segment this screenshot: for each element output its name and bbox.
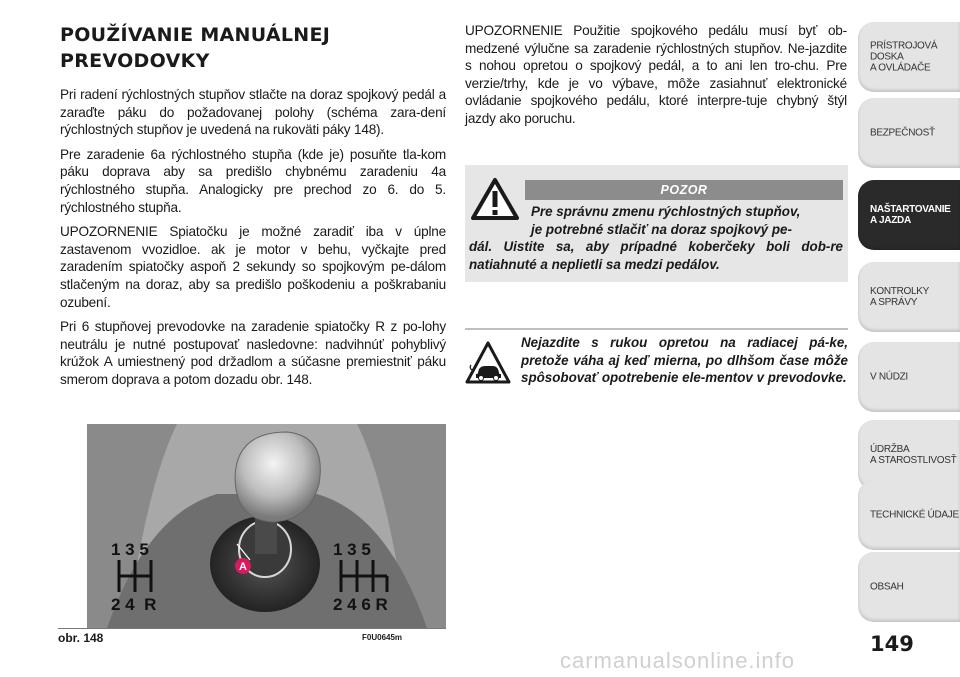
gear-lever-figure [87,424,446,628]
tab-obsah[interactable] [858,552,960,622]
right-pattern-bottom: 2 4 6 R [333,595,388,614]
eco-note-box [465,328,848,420]
tab-pristrojova-doska[interactable] [858,22,960,92]
figure-code: F0U0645m [362,633,403,642]
figure-baseline [58,628,446,629]
tab-label: KONTROLKY A SPRÁVY [870,286,929,308]
eco-note-text: Nejazdite s rukou opretou na radiacej pá-ke, pretože váha aj keď mierna, po dlhšom čase môže spôsobovať opotrebenie ele-mentov v prevodovke. [521,335,848,385]
eco-float [465,334,521,386]
tab-v-nudzi[interactable] [858,342,960,412]
paragraph-shifting: Pri radení rýchlostných stupňov stlačte na doraz spojkový pedál a zaraďte páku do požadovanej polohy (schéma zara-dení rýchlostných stupňov je uvedená na rukoväti páky 148). [60,87,446,138]
left-pattern-bottom: 2 4 R [111,595,157,614]
tab-label: OBSAH [870,581,904,593]
figure-caption: obr. 148 [58,631,104,645]
warning-line-2: je potrebné stlačiť na doraz spojkový pe- [531,221,792,237]
warning-line-1: Pre správnu zmenu rýchlostných stupňov, [531,204,801,219]
tab-kontrolky[interactable] [858,262,960,332]
gear-lever-illustration [87,424,446,628]
tab-label: BEZPEČNOSŤ [870,127,935,139]
divider [465,328,848,330]
tab-technicke-udaje[interactable] [858,480,960,550]
warning-rest: dál. Uistite sa, aby prípadné koberčeky boli dob-re natiahnuté a neplietli sa medzi pedálov. [469,239,843,272]
tab-label: ÚDRŽBA A STAROSTLIVOSŤ [870,444,957,466]
warning-text [469,203,843,273]
warning-header: POZOR [525,180,843,200]
paragraph-reverse-procedure: Pri 6 stupňovej prevodovke na zaradenie spiatočky R z po-lohy neutrálu je nutné postupovať nasledovne: nadvihnúť pohyblivý krúžok A umiestnený pod držadlom a súčasne premiestniť páku smerom doprava a potom dozadu obr. 148. [60,319,446,387]
tab-nastartovanie-a-jazda[interactable] [858,180,960,250]
environment-car-icon [465,340,511,386]
tab-label: TECHNICKÉ ÚDAJE [870,509,959,521]
section-title: POUŽÍVANIE MANUÁLNEJ PREVODOVKY [60,24,331,72]
page-number: 149 [870,632,914,656]
ring-label: A [239,561,247,573]
left-pattern-top: 1 3 5 [111,540,149,559]
paragraph-reverse-warning: UPOZORNENIE Spiatočku je možné zaradiť iba v úplne zastavenom vvozidloe. ak je motor v behu, vyčkajte pred zaradením spiatočky aspoň 2 sekundy so spojkovým pe-dálom stlačeným na doraz, aby sa predišlo poškodeniu a poškrabaniu ozubení. [60,224,446,310]
eco-note [465,334,848,387]
left-column [60,22,446,396]
right-pattern-top: 1 3 5 [333,540,371,559]
tab-label: V NÚDZI [870,371,908,383]
clutch-note: UPOZORNENIE Použitie spojkového pedálu musí byť ob-medzené výlučne sa zaradenie rýchlostných stupňov. Ne-jazdite s nohou opretou o spojkový pedál, a to ani len tro-chu. Pre verzie/trhy, kde je vo výbave, môže zasiahnuť elektronické ovládanie spojkového pedálu, ktoré interpre-tuje chybný štýl jazdy ako poruchu. [465,23,847,126]
right-column [465,22,847,128]
watermark: carmanualsonline.info [560,648,796,673]
tab-label: PRÍSTROJOVÁ DOSKA A OVLÁDAČE [870,40,938,74]
paragraph-sixth-gear: Pre zaradenie 6a rýchlostného stupňa (kde je) posuňte tla-kom páku doprava aby sa predišlo chybnému zaradeniu 4a rýchlostného stupňa. Analogicky pre prechod zo 6. do 5. rýchlostného stupňa. [60,146,446,215]
tab-bezpecnost[interactable] [858,98,960,168]
tab-label: NAŠTARTOVANIE A JAZDA [870,204,951,226]
warning-box [465,165,848,282]
